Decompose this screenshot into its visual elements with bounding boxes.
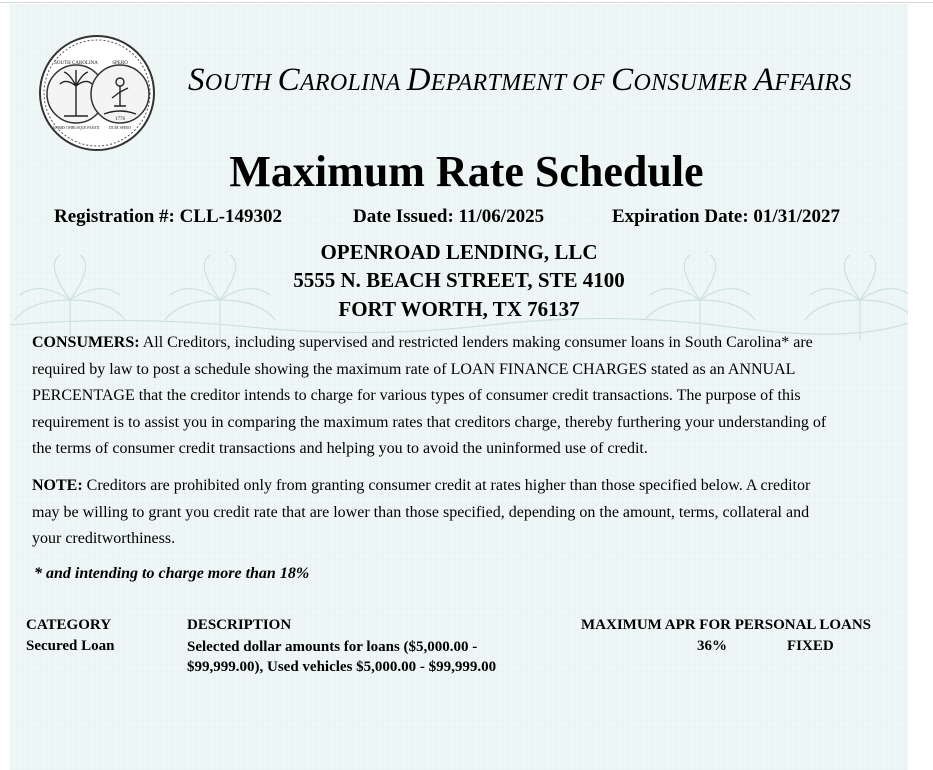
seal-motto-left: ANIMIS OPIBUSQUE PARATI bbox=[52, 126, 100, 130]
lender-name: OPENROAD LENDING, LLC bbox=[320, 240, 598, 264]
note-line: may be willing to grant you credit rate that are lower than those specified, depending on the amount, terms, collateral and bbox=[32, 503, 810, 521]
dept-title-part: EPARTMENT OF bbox=[430, 70, 612, 96]
header-max-apr: MAXIMUM APR FOR PERSONAL LOANS bbox=[581, 617, 872, 633]
consumers-line: required by law to post a schedule showing the maximum rate of LOAN FINANCE CHARGES stated as an ANNUAL bbox=[32, 360, 796, 378]
consumers-label: CONSUMERS: bbox=[32, 334, 140, 351]
row-description-line: Selected dollar amounts for loans ($5,000.00 - bbox=[187, 639, 478, 655]
header-description: DESCRIPTION bbox=[187, 617, 292, 633]
expiration-date: Expiration Date: 01/31/2027 bbox=[612, 206, 840, 227]
row-apr: 36% bbox=[697, 638, 727, 654]
seal-year: 1776 bbox=[115, 117, 125, 122]
consumers-line bbox=[32, 330, 884, 357]
consumers-text: All Creditors, including supervised and restricted lenders making consumer loans in South Carolina* are bbox=[142, 334, 813, 351]
row-category: Secured Loan bbox=[26, 638, 115, 654]
dept-title-part: AROLINA bbox=[299, 70, 407, 96]
note-text: Creditors are prohibited only from granting consumer credit at rates higher than those specified below. A creditor bbox=[86, 477, 811, 494]
dept-title-part: D bbox=[406, 62, 431, 98]
note-line: your creditworthiness. bbox=[32, 530, 176, 548]
dept-title-part: FFAIRS bbox=[774, 70, 852, 96]
lender-city-state-zip: FORT WORTH, TX 76137 bbox=[338, 297, 580, 321]
consumers-line: the terms of consumer credit transactions and helping you to avoid the uninformed use of credit. bbox=[32, 440, 648, 458]
top-border-line bbox=[0, 2, 933, 3]
lender-street: 5555 N. BEACH STREET, STE 4100 bbox=[293, 268, 625, 292]
consumers-line: requirement is to assist you in comparing the maximum rates that creditors charge, thereby furthering your understanding of bbox=[32, 413, 827, 431]
footnote: * and intending to charge more than 18% bbox=[34, 565, 310, 582]
dept-title-part: C bbox=[277, 62, 300, 98]
note-label: NOTE: bbox=[32, 477, 83, 494]
row-description-line: $99,999.00), Used vehicles $5,000.00 - $99,999.00 bbox=[187, 659, 497, 675]
dept-title-part: S bbox=[188, 62, 205, 98]
date-issued: Date Issued: 11/06/2025 bbox=[353, 206, 545, 227]
seal-text-top-left: SOUTH CAROLINA bbox=[54, 61, 98, 66]
seal-text-top-right: SPERO bbox=[112, 61, 128, 66]
dept-title-part: ONSUMER bbox=[633, 70, 754, 96]
page-title: Maximum Rate Schedule bbox=[229, 147, 704, 196]
registration-number: Registration #: CLL-149302 bbox=[54, 206, 282, 227]
note-line bbox=[32, 473, 884, 500]
dept-title-part: OUTH bbox=[204, 70, 278, 96]
seal-motto-right: DUM SPIRO bbox=[109, 125, 131, 130]
header-category: CATEGORY bbox=[26, 617, 112, 633]
dept-title-part: C bbox=[611, 62, 634, 98]
dept-title-part: A bbox=[753, 62, 775, 98]
row-rate-type: FIXED bbox=[787, 638, 834, 654]
row-description bbox=[187, 637, 547, 677]
consumers-notice bbox=[32, 330, 884, 463]
state-seal-icon bbox=[38, 34, 156, 152]
department-title bbox=[188, 62, 888, 99]
note-paragraph bbox=[32, 473, 884, 553]
consumers-line: PERCENTAGE that the creditor intends to charge for various types of consumer credit transactions. The purpose of this bbox=[32, 387, 801, 405]
